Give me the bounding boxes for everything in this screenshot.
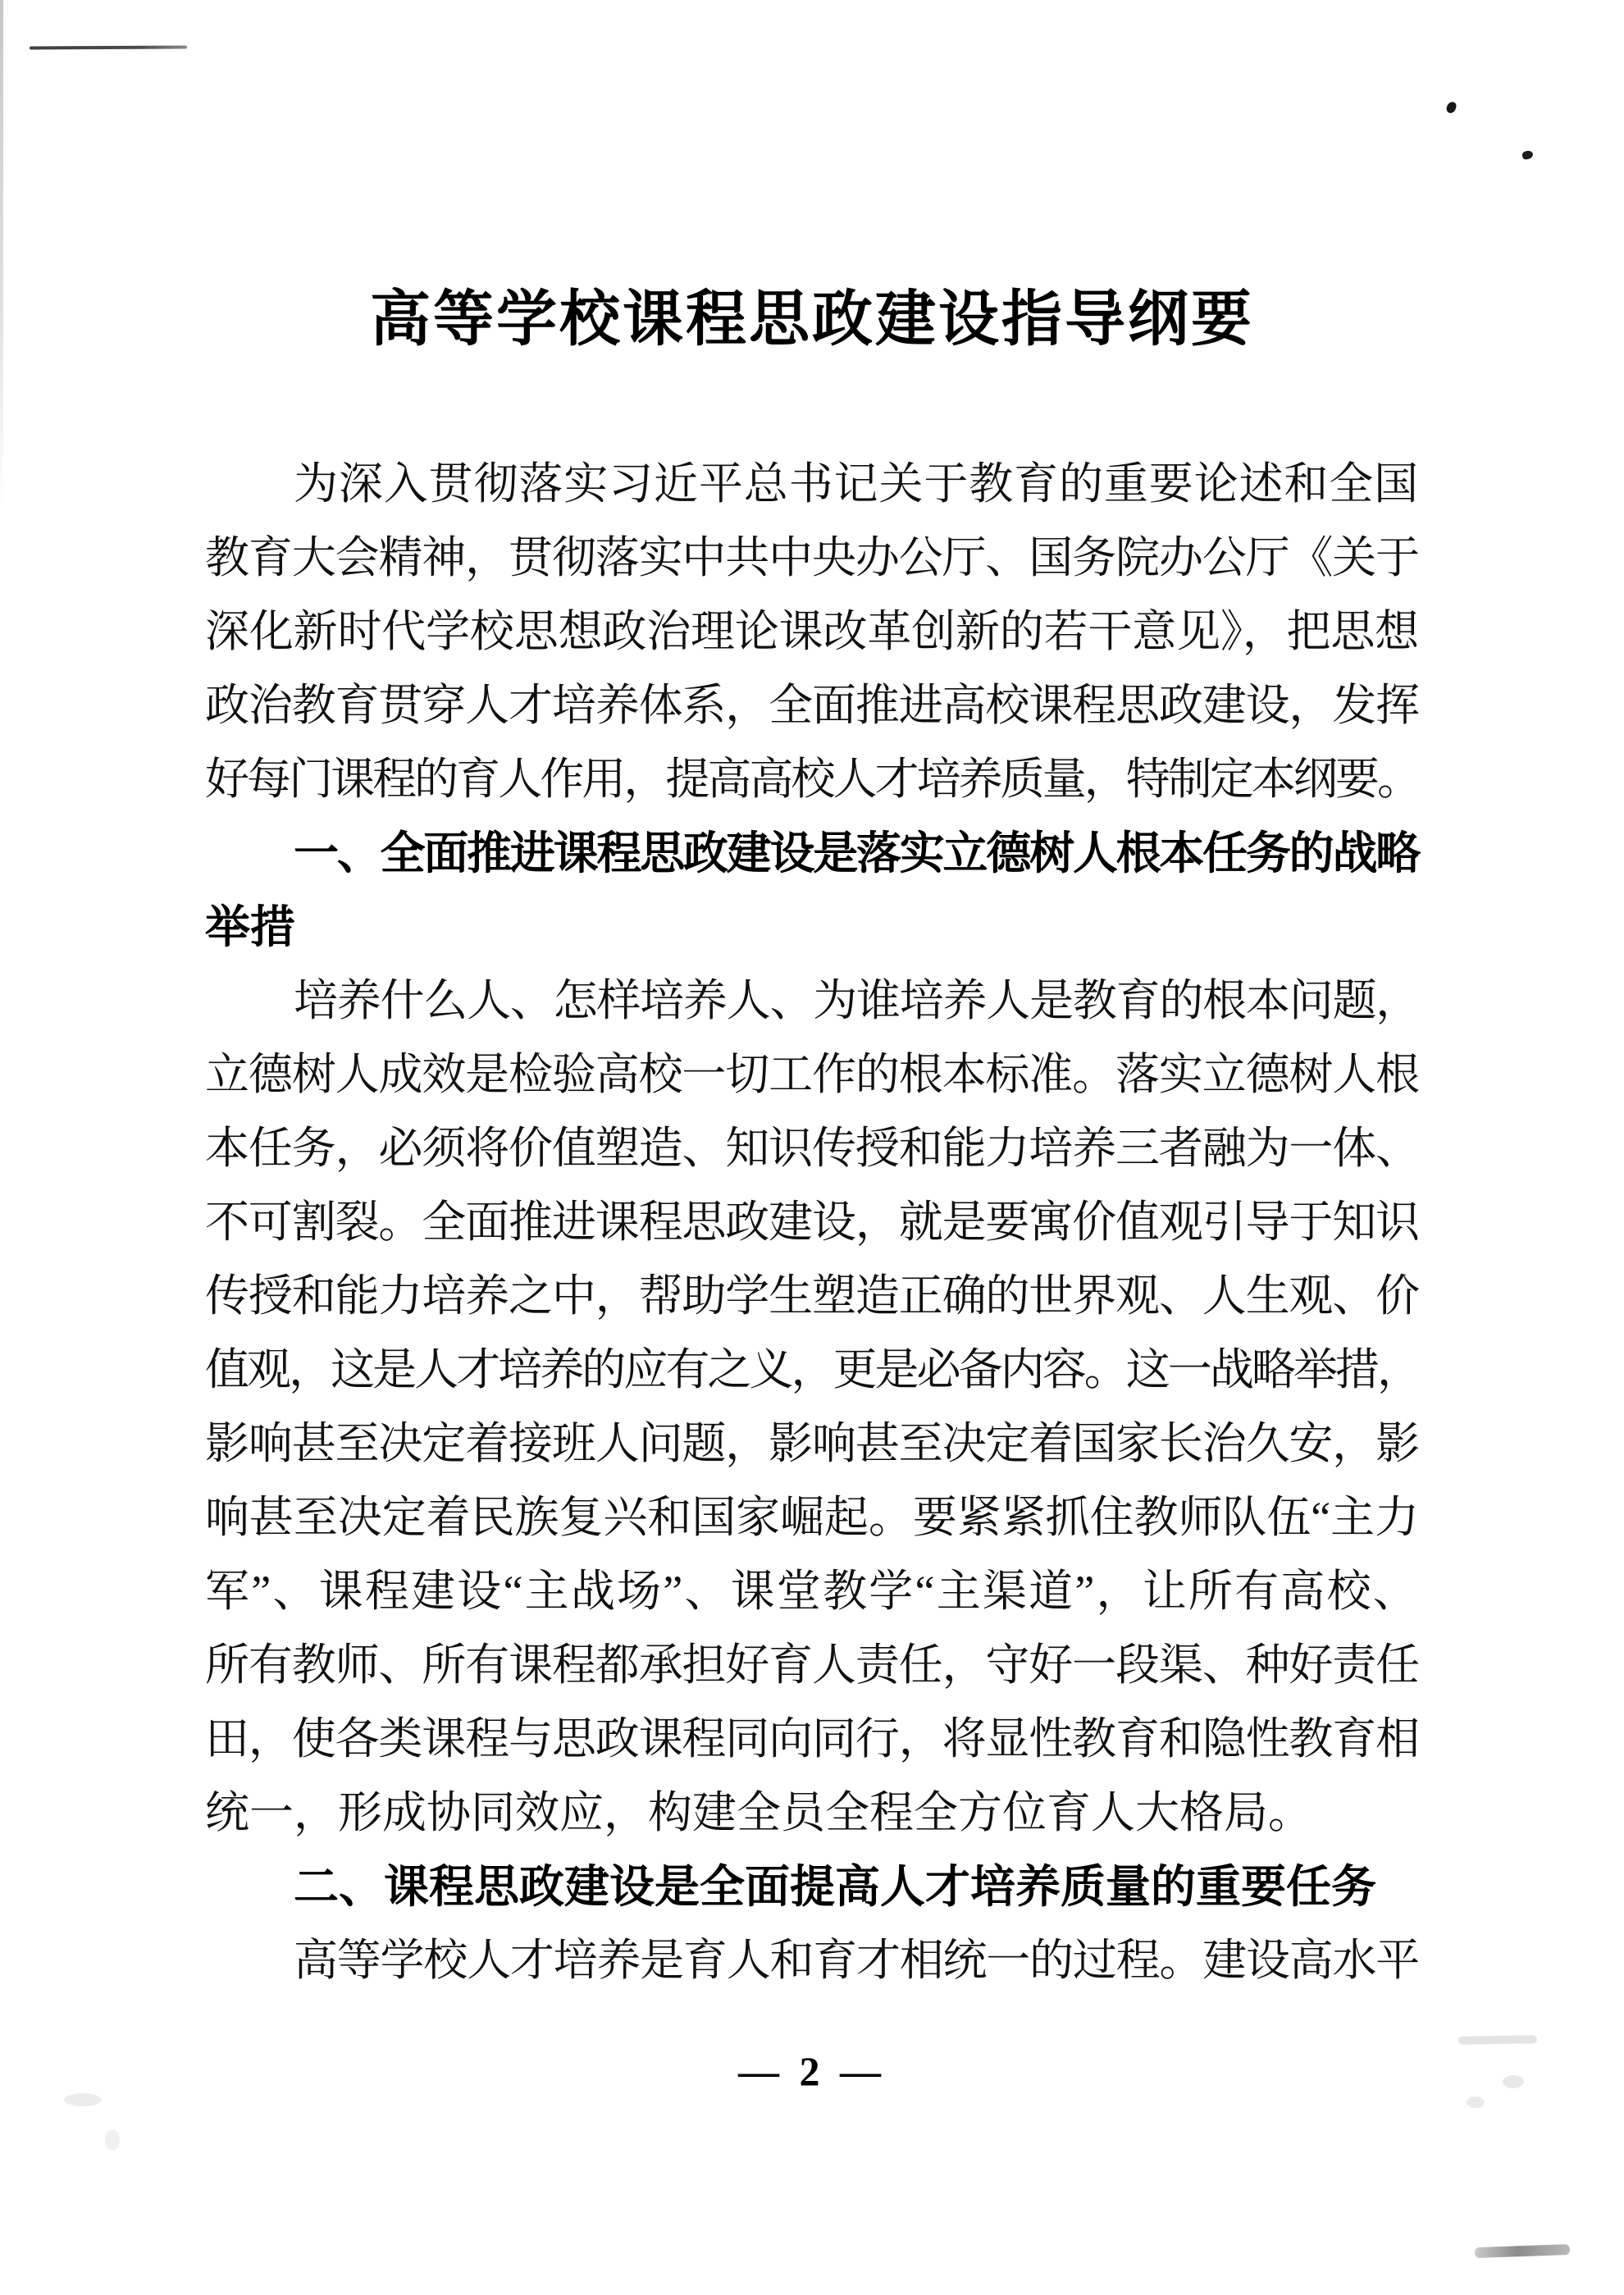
body-line: 教育大会精神，贯彻落实中共中央办公厅、国务院办公厅《关于 <box>205 533 1419 582</box>
body-line: 田，使各类课程与思政课程同向同行，将显性教育和隐性教育相 <box>205 1714 1419 1763</box>
body-line: 好每门课程的育人作用，提高高校人才培养质量，特制定本纲要。 <box>205 755 1419 804</box>
body-line: 培养什么人、怎样培养人、为谁培养人是教育的根本问题， <box>294 976 1419 1025</box>
body-line: 影响甚至决定着接班人问题，影响甚至决定着国家长治久安，影 <box>205 1419 1419 1468</box>
body-line: 本任务，必须将价值塑造、知识传授和能力培养三者融为一体、 <box>205 1124 1419 1173</box>
heading-line: 举措 <box>205 901 296 952</box>
body-line: 传授和能力培养之中，帮助学生塑造正确的世界观、人生观、价 <box>205 1271 1419 1321</box>
body-line: 响甚至决定着民族复兴和国家崛起。要紧紧抓住教师队伍“主力 <box>205 1493 1419 1542</box>
body-line: 军”、课程建设“主战场”、课堂教学“主渠道”，让所有高校、 <box>205 1567 1419 1616</box>
scan-line-artifact <box>30 45 187 49</box>
ink-speck-artifact <box>1445 101 1457 114</box>
smudge-artifact <box>1475 2244 1570 2258</box>
ink-speck-artifact <box>1521 150 1534 160</box>
heading-line: 二、课程思政建设是全面提高人才培养质量的重要任务 <box>294 1861 1377 1912</box>
body-line: 政治教育贯穿人才培养体系，全面推进高校课程思政建设，发挥 <box>205 681 1419 730</box>
body-line: 所有教师、所有课程都承担好育人责任，守好一段渠、种好责任 <box>205 1640 1419 1690</box>
document-title: 高等学校课程思政建设指导纲要 <box>370 286 1254 354</box>
body-line: 不可割裂。全面推进课程思政建设，就是要寓价值观引导于知识 <box>205 1198 1419 1247</box>
body-line: 统一，形成协同效应，构建全员全程全方位育人大格局。 <box>205 1788 1312 1837</box>
heading-line: 一、全面推进课程思政建设是落实立德树人根本任务的战略 <box>294 828 1419 878</box>
body-line: 高等学校人才培养是育人和育才相统一的过程。建设高水平 <box>294 1936 1419 1985</box>
body-line: 立德树人成效是检验高校一切工作的根本标准。落实立德树人根 <box>205 1050 1419 1099</box>
scan-edge-artifact <box>0 0 3 509</box>
body-line: 深化新时代学校思想政治理论课改革创新的若干意见》，把思想 <box>205 607 1419 656</box>
smudge-artifact <box>105 2129 120 2151</box>
page-number: — 2 — <box>738 2048 886 2094</box>
document-body <box>205 447 1419 1997</box>
body-line: 值观，这是人才培养的应有之义，更是必备内容。这一战略举措， <box>205 1345 1419 1394</box>
body-line: 为深入贯彻落实习近平总书记关于教育的重要论述和全国 <box>294 459 1419 509</box>
